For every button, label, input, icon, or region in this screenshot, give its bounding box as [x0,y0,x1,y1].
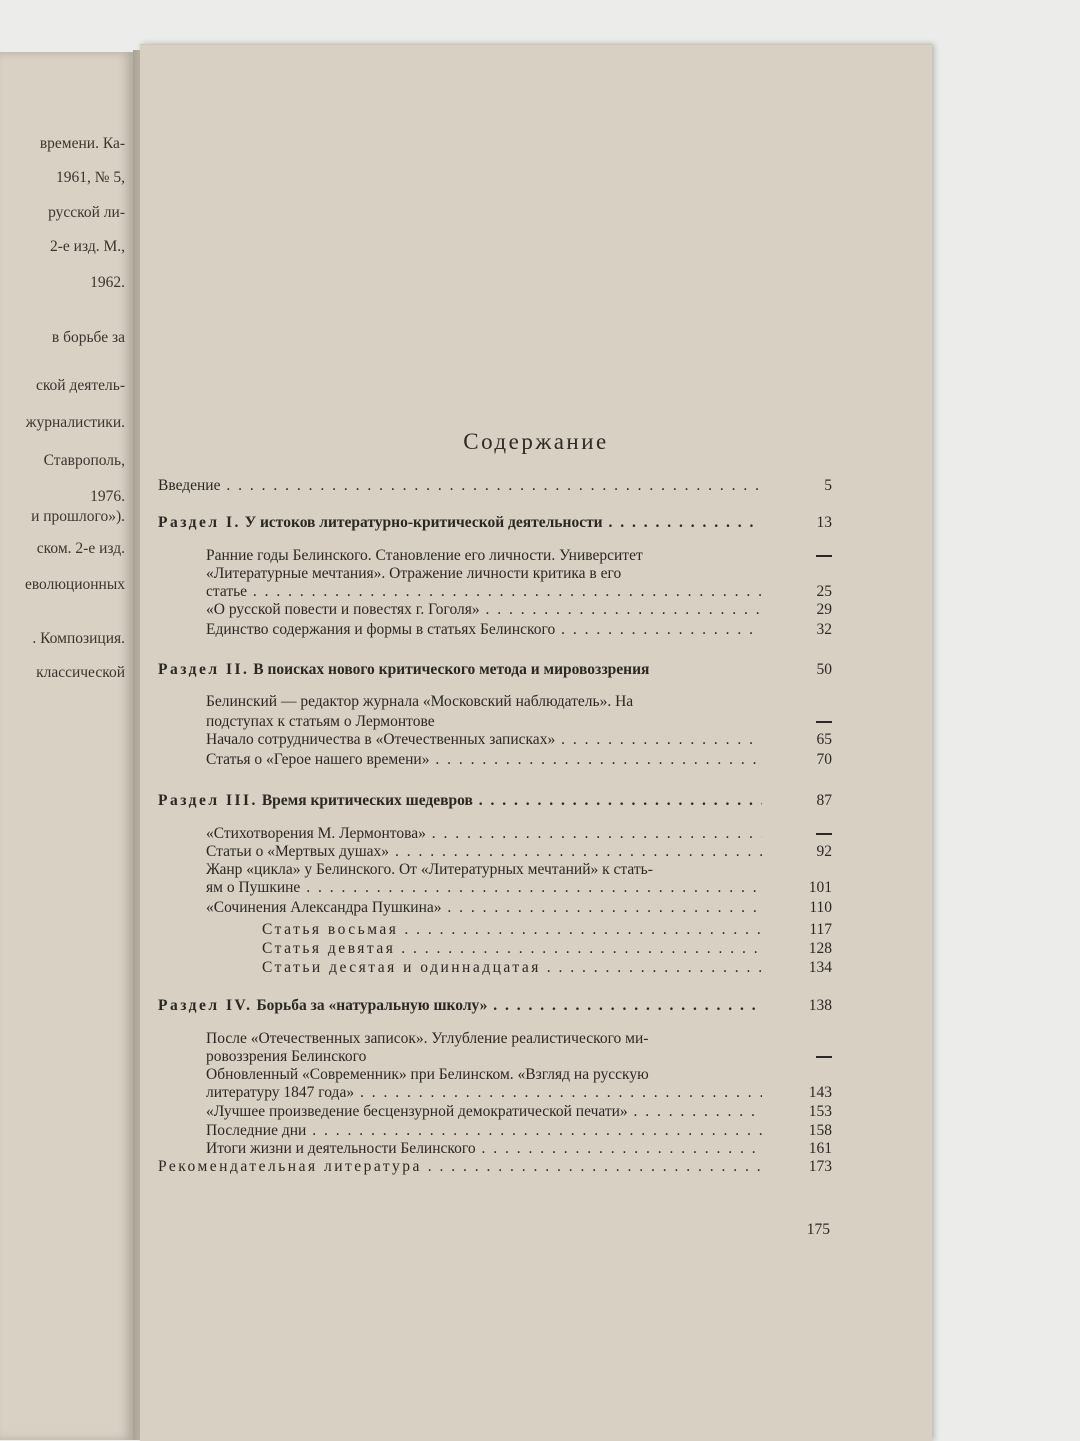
section-prefix: Раздел IV. [158,997,253,1014]
left-page-line: Ставрополь, [43,452,125,469]
toc-page-number: 13 [816,514,832,531]
toc-entry-recommended [158,1156,832,1178]
toc-entry-intro [158,475,832,497]
toc-page-number: 87 [816,792,832,809]
toc-subentry: Статья восьмая . . . 117 [262,919,832,941]
section-title: У истоков литературно-критической деятельности [244,514,603,531]
toc-page-number: 5 [824,477,832,494]
dash-mark [816,1056,832,1058]
previous-page [0,52,133,1440]
left-page-line: в борьбе за [51,329,125,346]
toc-entry: «Лучшее произведение бесцензурной демократической печати» . . . 153 [206,1101,832,1123]
toc-entry: ям о Пушкине . . . 101 [206,877,832,899]
page-number: 175 [806,1221,830,1238]
toc-entry: «Литературные мечтания». Отражение личности критика в его [206,565,622,582]
toc-section-4 [158,995,832,1017]
toc-entry: Статьи о «Мертвых душах» . . . 92 [206,841,832,863]
section-prefix: Раздел II. [158,661,250,678]
toc-section-1 [158,512,832,534]
toc-subentry: Статьи десятая и одиннадцатая . . . 134 [262,957,832,979]
toc-entry: Итоги жизни и деятельности Белинского . . . 161 [206,1138,832,1160]
left-page-line: ской деятель- [35,377,125,394]
toc-entry: подступах к статьям о Лермонтове [206,711,832,733]
section-prefix: Раздел III. [158,792,258,809]
left-page-line: времени. Ка- [39,135,125,152]
section-title: В поисках нового критического метода и мировоззрения [253,661,650,678]
toc-entry: Жанр «цикла» у Белинского. От «Литературных мечтаний» к стать- [206,861,653,878]
toc-entry-label: Введение . . . [158,475,762,497]
dash-mark [816,555,832,557]
toc-entry: Последние дни . . . 158 [206,1120,832,1142]
left-page-line: 1961, № 5, [55,169,125,186]
toc-entry-label: Рекомендательная литература . . . [158,1156,762,1178]
left-page-line: . Композиция. [32,630,125,647]
toc-entry: «О русской повести и повестях г. Гоголя» . . . 29 [206,599,832,621]
left-page-line: 2-е изд. М., [50,238,125,255]
toc-entry: литературу 1847 года» . . . 143 [206,1082,832,1104]
left-page-line: 1962. [90,274,125,291]
left-page-line: 1976. [90,488,125,505]
toc-section-2 [158,659,832,681]
toc-entry: ровоззрения Белинского [206,1046,832,1068]
left-page-line: еволюционных [24,576,125,593]
toc-entry: Белинский — редактор журнала «Московский наблюдатель». На [206,693,634,710]
left-page-line: русской ли- [48,204,125,221]
toc-entry: Статья о «Герое нашего времени» . . . 70 [206,749,832,771]
toc-entry: Единство содержания и формы в статьях Белинского . . . 32 [206,619,832,641]
toc-entry: статье . . . 25 [206,581,832,603]
page-title: Содержание [463,429,609,454]
toc-entry: После «Отечественных записок». Углубление реалистического ми- [206,1030,649,1047]
toc-page-number: 138 [808,997,832,1014]
toc-page-number: 173 [808,1158,832,1175]
toc-page-number: 50 [816,661,832,678]
section-title: Время критических шедевров [261,792,473,809]
toc-entry: Обновленный «Современник» при Белинском. «Взгляд на русскую [206,1066,649,1083]
section-title: Борьба за «натуральную школу» [256,997,488,1014]
toc-subentry: Статья девятая . . . 128 [262,938,832,960]
table-of-contents [158,45,832,1245]
dash-mark [816,833,832,835]
section-prefix: Раздел I. [158,514,241,531]
left-page-line: ском. 2-е изд. [36,540,125,557]
left-page-line: классической [36,664,125,681]
dash-mark [816,721,832,723]
left-page-line: журналистики. [25,414,125,431]
toc-entry: Ранние годы Белинского. Становление его личности. Университет [206,545,832,567]
contents-page [140,44,932,1441]
toc-entry: «Стихотворения М. Лермонтова» . . . [206,823,832,845]
toc-entry: «Сочинения Александра Пушкина» . . . 110 [206,897,832,919]
toc-entry: Начало сотрудничества в «Отечественных записках» . . . 65 [206,729,832,751]
left-page-line: и прошлого»). [31,508,125,525]
toc-section-3 [158,790,832,812]
